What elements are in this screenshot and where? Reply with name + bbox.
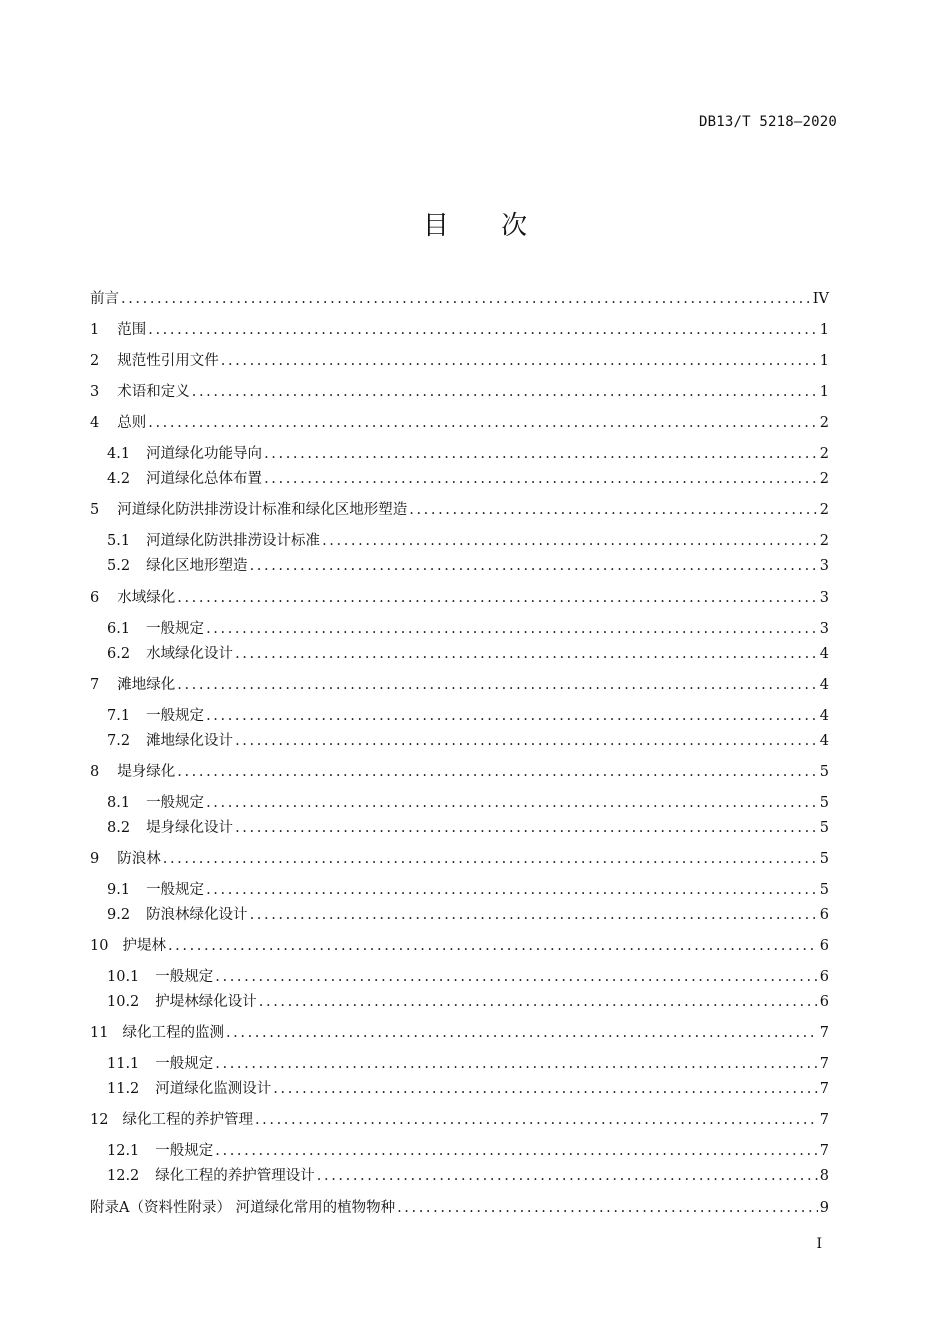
toc-entry-title: 范围 [117,322,147,338]
toc-entry-number: 6 [90,590,100,606]
toc-entry[interactable] [90,382,829,402]
toc-entry-number: 1 [90,322,100,338]
toc-entry[interactable] [107,1141,829,1161]
toc-dot-leader [148,413,818,433]
toc-entry-page: 7 [819,1112,829,1128]
toc-entry-title: 水域绿化设计 [146,646,234,662]
toc-entry[interactable] [90,320,829,340]
toc-entry-title: 绿化区地形塑造 [146,558,248,574]
toc-entry-number: 3 [90,384,100,400]
toc-entry[interactable] [107,556,829,576]
toc-entry[interactable] [90,500,829,520]
toc-entry-page: 2 [819,533,829,549]
toc-entry-page: 1 [819,384,829,400]
toc-entry[interactable] [90,1198,829,1218]
toc-entry[interactable] [90,289,829,309]
toc-entry-page: 1 [819,322,829,338]
toc-entry[interactable] [107,905,829,925]
toc-entry[interactable] [107,644,829,664]
toc-entry-title: 附录A（资料性附录） 河道绿化常用的植物物种 [90,1200,396,1216]
toc-entry[interactable] [90,351,829,371]
toc-entry-page: 5 [819,764,829,780]
toc-entry-title: 堤身绿化 [117,764,176,780]
toc-dot-leader [250,556,818,576]
toc-entry-number: 12.1 [107,1143,140,1159]
toc-entry-number: 12.2 [107,1168,140,1184]
toc-dot-leader [206,880,818,900]
toc-entry-number: 4 [90,415,100,431]
toc-entry-page: 5 [819,820,829,836]
document-code: DB13/T 5218—2020 [698,114,837,130]
page-number: I [816,1236,822,1252]
toc-entry[interactable] [107,444,829,464]
toc-entry-title: 一般规定 [155,1143,214,1159]
toc-entry[interactable] [107,619,829,639]
toc-dot-leader [168,936,818,956]
toc-entry-page: 1 [819,353,829,369]
toc-entry-number: 4.2 [107,471,131,487]
toc-entry-page: 9 [819,1200,829,1216]
toc-dot-leader [163,849,818,869]
toc-entry-number: 8.2 [107,820,131,836]
toc-entry-number: 10 [90,938,109,954]
toc-entry[interactable] [107,1054,829,1074]
toc-entry-page: 5 [819,851,829,867]
toc-entry-number: 12 [90,1112,109,1128]
toc-entry-number: 7.1 [107,708,131,724]
toc-dot-leader [206,793,818,813]
toc-entry-page: 6 [819,994,829,1010]
toc-entry-page: 5 [819,882,829,898]
toc-entry[interactable] [90,675,829,695]
toc-dot-leader [235,731,818,751]
toc-entry-number: 11 [90,1025,109,1041]
toc-entry[interactable] [90,413,829,433]
toc-entry-number: 6.2 [107,646,131,662]
toc-entry-title: 一般规定 [146,882,205,898]
toc-entry-title: 一般规定 [146,621,205,637]
toc-entry-number: 5 [90,502,100,518]
toc-entry[interactable] [90,936,829,956]
toc-entry-number: 10.1 [107,969,140,985]
toc-entry-title: 防浪林 [117,851,161,867]
toc-dot-leader [409,500,818,520]
toc-entry[interactable] [107,1079,829,1099]
toc-entry-number: 7 [90,677,100,693]
toc-entry-page: 4 [819,677,829,693]
toc-entry[interactable] [107,1166,829,1186]
toc-entry[interactable] [90,762,829,782]
toc-entry-title: 一般规定 [146,708,205,724]
toc-entry-page: IV [812,291,829,307]
toc-entry[interactable] [90,588,829,608]
toc-dot-leader [259,992,818,1012]
toc-entry-page: 8 [819,1168,829,1184]
toc-entry-number: 6.1 [107,621,131,637]
toc-entry-title: 一般规定 [155,969,214,985]
toc-dot-leader [121,289,811,309]
toc-dot-leader [397,1198,818,1218]
toc-entry[interactable] [107,531,829,551]
toc-entry[interactable] [107,469,829,489]
toc-entry-title: 术语和定义 [117,384,190,400]
toc-entry-number: 2 [90,353,100,369]
toc-dot-leader [148,320,818,340]
toc-entry[interactable] [107,880,829,900]
toc-entry-page: 2 [819,446,829,462]
toc-entry-number: 7.2 [107,733,131,749]
toc-dot-leader [250,905,818,925]
toc-entry[interactable] [107,818,829,838]
toc-entry-page: 2 [819,471,829,487]
toc-entry-page: 2 [819,415,829,431]
toc-entry-number: 10.2 [107,994,140,1010]
toc-entry-page: 5 [819,795,829,811]
toc-entry-page: 6 [819,907,829,923]
toc-entry-page: 4 [819,733,829,749]
toc-entry-title: 河道绿化防洪排涝设计标准和绿化区地形塑造 [117,502,408,518]
toc-entry-number: 11.1 [107,1056,140,1072]
toc-dot-leader [206,619,818,639]
toc-dot-leader [206,706,818,726]
toc-entry-title: 护堤林 [122,938,166,954]
toc-dot-leader [255,1110,818,1130]
toc-entry-number: 4.1 [107,446,131,462]
toc-entry[interactable] [107,793,829,813]
toc-entry-page: 3 [819,621,829,637]
toc-entry-number: 8.1 [107,795,131,811]
toc-entry[interactable] [107,706,829,726]
toc-dot-leader [177,675,818,695]
toc-entry-title: 河道绿化总体布置 [146,471,263,487]
toc-entry-page: 7 [819,1081,829,1097]
toc-dot-leader [221,351,818,371]
toc-entry-page: 3 [819,590,829,606]
toc-entry-page: 7 [819,1143,829,1159]
toc-entry-title: 绿化工程的监测 [122,1025,224,1041]
toc-entry-page: 2 [819,502,829,518]
toc-dot-leader [192,382,818,402]
toc-entry-title: 滩地绿化设计 [146,733,234,749]
toc-dot-leader [235,644,818,664]
toc-entry-page: 7 [819,1025,829,1041]
toc-entry-title: 一般规定 [146,795,205,811]
toc-dot-leader [177,762,818,782]
toc-entry-title: 堤身绿化设计 [146,820,234,836]
toc-entry-title: 绿化工程的养护管理 [122,1112,253,1128]
toc-entry-number: 8 [90,764,100,780]
toc-entry[interactable] [90,1023,829,1043]
toc-entry[interactable] [107,731,829,751]
toc-entry-title: 一般规定 [155,1056,214,1072]
toc-entry-title: 河道绿化功能导向 [146,446,263,462]
toc-entry[interactable] [107,967,829,987]
toc-entry-page: 7 [819,1056,829,1072]
toc-entry-title: 总则 [117,415,147,431]
toc-entry-title: 护堤林绿化设计 [155,994,257,1010]
toc-entry-page: 6 [819,969,829,985]
toc-dot-leader [264,469,818,489]
toc-entry-title: 水域绿化 [117,590,176,606]
toc-entry-number: 5.2 [107,558,131,574]
toc-entry-title: 河道绿化防洪排涝设计标准 [146,533,321,549]
toc-dot-leader [235,818,818,838]
toc-dot-leader [264,444,818,464]
toc-dot-leader [215,1054,817,1074]
toc-entry[interactable] [90,849,829,869]
toc-entry-title: 滩地绿化 [117,677,176,693]
toc-entry-page: 3 [819,558,829,574]
toc-dot-leader [215,1141,817,1161]
toc-dot-leader [177,588,818,608]
toc-entry-title: 前言 [90,291,119,307]
toc-entry-page: 4 [819,646,829,662]
toc-dot-leader [273,1079,817,1099]
toc-entry-number: 5.1 [107,533,131,549]
toc-entry-page: 6 [819,938,829,954]
toc-entry[interactable] [90,1110,829,1130]
toc-title: 目 次 [422,211,550,241]
toc-entry-page: 4 [819,708,829,724]
toc-entry[interactable] [107,992,829,1012]
toc-entry-title: 河道绿化监测设计 [155,1081,272,1097]
toc-entry-number: 11.2 [107,1081,140,1097]
toc-entry-number: 9.1 [107,882,131,898]
toc-entry-number: 9.2 [107,907,131,923]
toc-entry-title: 规范性引用文件 [117,353,219,369]
toc-dot-leader [215,967,817,987]
toc-entry-title: 防浪林绿化设计 [146,907,248,923]
toc-dot-leader [226,1023,818,1043]
toc-dot-leader [317,1166,818,1186]
toc-entry-title: 绿化工程的养护管理设计 [155,1168,315,1184]
toc-dot-leader [322,531,818,551]
toc-entry-number: 9 [90,851,100,867]
